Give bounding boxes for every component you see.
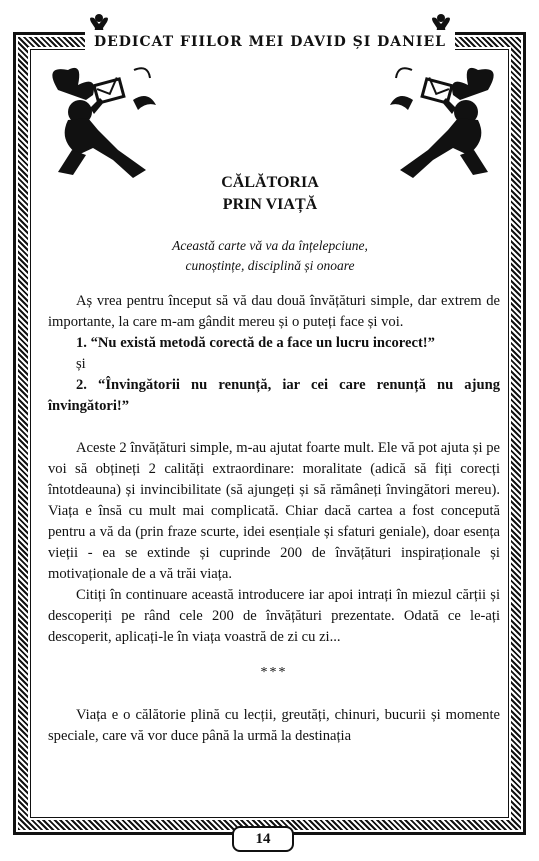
- page-number-text: 14: [255, 830, 271, 847]
- intro-paragraph: Aș vrea pentru început să vă dau două învățături simple, dar extrem de importante, la care m-am gândit mereu și o puteți face și voi.: [48, 293, 500, 330]
- chapter-subtitle-line2: cunoștințe, disciplină și onoare: [185, 258, 355, 273]
- cherub-with-letter-right-icon: [378, 60, 508, 185]
- chapter-title-line1: CĂLĂTORIA: [221, 174, 319, 191]
- explanation-paragraph: Aceste 2 învățături simple, m-au ajutat foarte mult. Ele vă pot ajuta și pe voi să obțineți 2 calități extraordinare: moralitate (adică să fiți corecți întotdeauna) și invincibilitate (să ajungeți și să rămâneți învingători mereu). Viața e însă cu mult mai complicată. Chiar dacă cartea a fost concepută pentru a vă da (prin fraze scurte, idei esențiale și sfaturi geniale), doar esența vieții - ea se extinde și cuprinde 200 de învățături inspiraționale și motivaționale de a vă trăi viața.: [48, 440, 500, 582]
- section-separator: ***: [260, 665, 288, 680]
- cherub-with-letter-left-icon: [38, 60, 168, 185]
- chapter-title-line2: PRIN VIAȚĂ: [222, 196, 318, 213]
- lesson-one: 1. “Nu există metodă corectă de a face un lucru incorect!”: [76, 335, 435, 351]
- body-text: [48, 291, 500, 747]
- header-dedication-band: [85, 30, 455, 54]
- lesson-two: 2. “Învingătorii nu renunță, iar cei care renunță nu ajung învingători!”: [48, 377, 500, 414]
- header-dedication: DEDICAT FIILOR MEI DAVID ȘI DANIEL: [93, 34, 446, 50]
- chapter-subtitle-line1: Această carte vă va da înțelepciune,: [172, 238, 368, 253]
- page-number: [232, 826, 294, 852]
- chapter-title: [170, 172, 370, 216]
- chapter-subtitle: [60, 236, 480, 276]
- journey-paragraph: Viața e o călătorie plină cu lecții, greutăți, chinuri, bucurii și momente speciale, care vă vor duce până la urmă la destinația: [48, 707, 500, 744]
- connector-text: și: [76, 356, 86, 372]
- continue-paragraph: Citiți în continuare această introducere iar apoi intrați în miezul cărții și descoperiți pe rând cele 200 de învățături prezentate. Odată ce le-ați descoperit, aplicați-le în viața voastră de zi cu zi...: [48, 587, 500, 645]
